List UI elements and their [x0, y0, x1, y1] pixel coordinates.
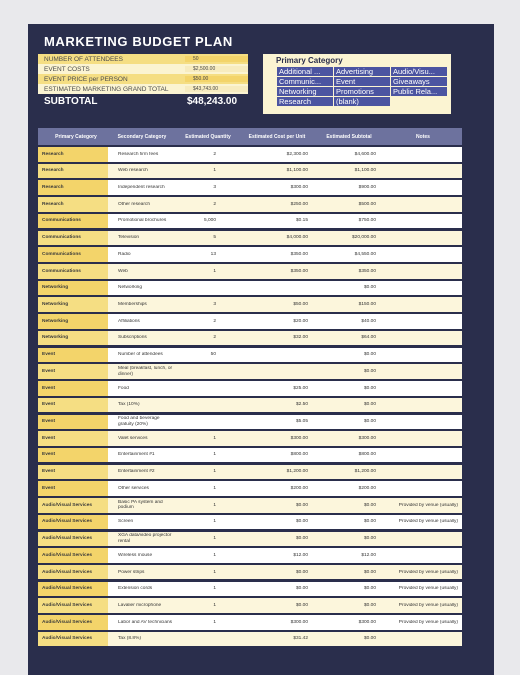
- cell-subtotal[interactable]: $1,200.00: [354, 469, 376, 475]
- cell-subtotal[interactable]: $0.00: [363, 385, 376, 391]
- cell-subtotal[interactable]: $0.00: [363, 586, 376, 592]
- cell-subtotal[interactable]: $1,100.00: [354, 168, 376, 174]
- column-header[interactable]: Secondary Category: [117, 133, 167, 140]
- cell-cost-per-unit[interactable]: $12.00: [293, 552, 308, 558]
- cell-primary-category[interactable]: Event: [38, 415, 108, 430]
- page-title: MARKETING BUDGET PLAN: [44, 34, 233, 49]
- summary-value[interactable]: $2,500.00: [185, 66, 248, 72]
- cell-subtotal[interactable]: $750.00: [358, 218, 376, 224]
- cell-primary-category[interactable]: Audio/Visual Services: [38, 615, 108, 630]
- cell-quantity[interactable]: 3: [213, 302, 216, 308]
- cell-notes[interactable]: Provided by venue (usually): [398, 519, 458, 525]
- table-row: [38, 164, 462, 179]
- cell-secondary-category[interactable]: Number of attendees: [118, 352, 163, 358]
- subtotal-row: [38, 94, 248, 108]
- cell-quantity[interactable]: 5: [213, 235, 216, 241]
- cell-secondary-category[interactable]: Labor and AV technicians: [118, 619, 173, 625]
- cell-cost-per-unit[interactable]: $20.00: [293, 318, 308, 324]
- cell-quantity[interactable]: 5,000: [203, 218, 216, 224]
- slicer-items: [277, 67, 447, 106]
- cell-secondary-category[interactable]: Networking: [118, 285, 142, 291]
- cell-subtotal[interactable]: $0.00: [363, 569, 376, 575]
- cell-quantity[interactable]: 2: [213, 151, 216, 157]
- table-row: [38, 297, 462, 312]
- cell-primary-category[interactable]: Networking: [38, 297, 108, 312]
- cell-quantity[interactable]: 2: [213, 335, 216, 341]
- cell-notes[interactable]: Provided by venue (usually): [398, 586, 458, 592]
- subtotal-label: SUBTOTAL: [44, 95, 98, 107]
- table-row: [38, 231, 462, 246]
- cell-primary-category[interactable]: Research: [38, 164, 108, 179]
- category-filter-chip[interactable]: Promotions: [334, 87, 390, 96]
- summary-value[interactable]: $43,743.00: [185, 86, 248, 92]
- table-row: [38, 615, 462, 630]
- cell-subtotal[interactable]: $0.00: [363, 368, 376, 374]
- cell-subtotal[interactable]: $0.00: [363, 519, 376, 525]
- table-row: [38, 632, 462, 647]
- column-header[interactable]: Estimated Cost per Unit: [248, 133, 306, 140]
- cell-notes[interactable]: Provided by venue (usually): [398, 602, 458, 608]
- summary-label: ESTIMATED MARKETING GRAND TOTAL: [44, 85, 169, 93]
- summary-value[interactable]: $50.00: [185, 76, 248, 82]
- cell-cost-per-unit[interactable]: $0.00: [295, 602, 308, 608]
- cell-cost-per-unit[interactable]: $350.00: [290, 268, 308, 274]
- cell-cost-per-unit[interactable]: $1,100.00: [286, 168, 308, 174]
- slicer-heading: Primary Category: [276, 56, 343, 65]
- cell-quantity[interactable]: 1: [213, 469, 216, 475]
- cell-secondary-category[interactable]: Screen: [118, 519, 134, 525]
- cell-secondary-category[interactable]: XGA data/video projector rental: [118, 533, 172, 544]
- cell-cost-per-unit[interactable]: $0.00: [295, 569, 308, 575]
- cell-quantity[interactable]: 13: [210, 251, 216, 257]
- cell-quantity[interactable]: 1: [213, 485, 216, 491]
- cell-primary-category[interactable]: Networking: [38, 314, 108, 329]
- cell-subtotal[interactable]: $200.00: [358, 485, 376, 491]
- cell-cost-per-unit[interactable]: $5.05: [295, 419, 308, 425]
- cell-quantity[interactable]: 1: [213, 502, 216, 508]
- category-filter-chip[interactable]: Event: [334, 77, 390, 86]
- summary-box: [38, 54, 248, 114]
- summary-row: [38, 74, 248, 84]
- cell-primary-category[interactable]: Event: [38, 381, 108, 396]
- cell-quantity[interactable]: 2: [213, 318, 216, 324]
- category-filter-chip[interactable]: Advertising: [334, 67, 390, 76]
- cell-subtotal[interactable]: $0.00: [363, 502, 376, 508]
- cell-cost-per-unit[interactable]: $1,200.00: [286, 469, 308, 475]
- summary-label: EVENT COSTS: [44, 65, 90, 73]
- cell-subtotal[interactable]: $350.00: [358, 268, 376, 274]
- cell-subtotal[interactable]: $0.00: [363, 636, 376, 642]
- cell-subtotal[interactable]: $300.00: [358, 619, 376, 625]
- cell-quantity[interactable]: 50: [210, 352, 216, 358]
- table-row: [38, 247, 462, 262]
- cell-primary-category[interactable]: Audio/Visual Services: [38, 548, 108, 563]
- cell-secondary-category[interactable]: Food and beverage gratuity (20%): [118, 416, 160, 427]
- cell-secondary-category[interactable]: Radio: [118, 251, 131, 257]
- cell-subtotal[interactable]: $800.00: [358, 452, 376, 458]
- cell-quantity[interactable]: 1: [213, 569, 216, 575]
- table-row: [38, 197, 462, 212]
- budget-table: [38, 128, 462, 649]
- subtotal-value: $48,243.00: [187, 95, 238, 107]
- table-row: [38, 448, 462, 463]
- cell-quantity[interactable]: 1: [213, 552, 216, 558]
- table-row: [38, 532, 462, 547]
- cell-cost-per-unit[interactable]: $2.50: [295, 402, 308, 408]
- cell-subtotal[interactable]: $150.00: [358, 302, 376, 308]
- cell-primary-category[interactable]: Audio/Visual Services: [38, 498, 108, 513]
- table-row: [38, 381, 462, 396]
- cell-secondary-category[interactable]: Power strips: [118, 569, 145, 575]
- cell-cost-per-unit[interactable]: $200.00: [290, 485, 308, 491]
- table-row: [38, 180, 462, 195]
- cell-quantity[interactable]: 1: [213, 519, 216, 525]
- cell-subtotal[interactable]: $900.00: [358, 184, 376, 190]
- cell-cost-per-unit[interactable]: $250.00: [290, 201, 308, 207]
- cell-subtotal[interactable]: $40.00: [361, 318, 376, 324]
- cell-cost-per-unit[interactable]: $0.00: [295, 586, 308, 592]
- cell-secondary-category[interactable]: Extension cords: [118, 586, 153, 592]
- cell-primary-category[interactable]: Audio/Visual Services: [38, 565, 108, 580]
- cell-secondary-category[interactable]: Entertainment #2: [118, 469, 155, 475]
- cell-primary-category[interactable]: Audio/Visual Services: [38, 632, 108, 647]
- cell-cost-per-unit[interactable]: $300.00: [290, 435, 308, 441]
- cell-cost-per-unit[interactable]: $4,000.00: [286, 235, 308, 241]
- cell-subtotal[interactable]: $4,550.00: [354, 251, 376, 257]
- cell-secondary-category[interactable]: Entertainment #1: [118, 452, 155, 458]
- cell-quantity[interactable]: 1: [213, 452, 216, 458]
- table-row: [38, 548, 462, 563]
- cell-notes[interactable]: Provided by venue (usually): [398, 619, 458, 625]
- cell-cost-per-unit[interactable]: $0.00: [295, 519, 308, 525]
- cell-subtotal[interactable]: $0.00: [363, 536, 376, 542]
- cell-secondary-category[interactable]: Wireless mouse: [118, 552, 153, 558]
- cell-subtotal[interactable]: $12.00: [361, 552, 376, 558]
- summary-label: EVENT PRICE per PERSON: [44, 75, 128, 83]
- category-filter-chip[interactable]: Public Rela...: [391, 87, 447, 96]
- table-row: [38, 598, 462, 613]
- table-row: [38, 431, 462, 446]
- cell-cost-per-unit[interactable]: $50.00: [293, 302, 308, 308]
- cell-quantity[interactable]: 1: [213, 268, 216, 274]
- cell-primary-category[interactable]: Event: [38, 348, 108, 363]
- table-row: [38, 465, 462, 480]
- cell-cost-per-unit[interactable]: $350.00: [290, 251, 308, 257]
- cell-subtotal[interactable]: $0.00: [363, 419, 376, 425]
- table-row: [38, 348, 462, 363]
- cell-cost-per-unit[interactable]: $0.15: [295, 218, 308, 224]
- cell-secondary-category[interactable]: Television: [118, 235, 140, 241]
- cell-cost-per-unit[interactable]: $0.00: [295, 536, 308, 542]
- cell-cost-per-unit[interactable]: $0.00: [295, 502, 308, 508]
- cell-primary-category[interactable]: Audio/Visual Services: [38, 515, 108, 530]
- category-filter-chip[interactable]: Additional ...: [277, 67, 333, 76]
- cell-secondary-category[interactable]: Valet services: [118, 435, 148, 441]
- category-filter-chip[interactable]: Giveaways: [391, 77, 447, 86]
- cell-subtotal[interactable]: $0.00: [363, 285, 376, 291]
- cell-cost-per-unit[interactable]: $32.00: [293, 335, 308, 341]
- cell-secondary-category[interactable]: Other research: [118, 201, 150, 207]
- summary-value[interactable]: 50: [185, 56, 248, 62]
- summary-row: [38, 54, 248, 64]
- cell-primary-category[interactable]: Audio/Visual Services: [38, 532, 108, 547]
- cell-primary-category[interactable]: Event: [38, 465, 108, 480]
- table-row: [38, 364, 462, 379]
- cell-primary-category[interactable]: Networking: [38, 331, 108, 346]
- cell-secondary-category[interactable]: Lavalier microphone: [118, 602, 162, 608]
- category-filter-chip[interactable]: Research: [277, 97, 333, 106]
- cell-secondary-category[interactable]: Affiliations: [118, 318, 140, 324]
- cell-secondary-category[interactable]: Tax (10%): [118, 402, 140, 408]
- cell-primary-category[interactable]: Networking: [38, 281, 108, 296]
- cell-primary-category[interactable]: Communications: [38, 247, 108, 262]
- category-filter-chip[interactable]: (blank): [334, 97, 390, 106]
- summary-row: [38, 64, 248, 74]
- table-row: [38, 281, 462, 296]
- cell-cost-per-unit[interactable]: $31.42: [293, 636, 308, 642]
- cell-primary-category[interactable]: Research: [38, 180, 108, 195]
- summary-row: [38, 84, 248, 94]
- table-header: [38, 128, 462, 145]
- cell-primary-category[interactable]: Research: [38, 147, 108, 162]
- cell-primary-category[interactable]: Communications: [38, 214, 108, 229]
- cell-primary-category[interactable]: Event: [38, 431, 108, 446]
- cell-secondary-category[interactable]: Promotional brochures: [118, 218, 167, 224]
- table-row: [38, 147, 462, 162]
- cell-primary-category[interactable]: Research: [38, 197, 108, 212]
- cell-notes[interactable]: Provided by venue (usually): [398, 502, 458, 508]
- primary-category-slicer: [263, 54, 451, 114]
- table-row: [38, 214, 462, 229]
- cell-quantity[interactable]: 1: [213, 435, 216, 441]
- category-filter-chip[interactable]: Communic...: [277, 77, 333, 86]
- cell-quantity[interactable]: 1: [213, 536, 216, 542]
- cell-subtotal[interactable]: $0.00: [363, 352, 376, 358]
- table-row: [38, 314, 462, 329]
- cell-secondary-category[interactable]: Web: [118, 268, 128, 274]
- cell-quantity[interactable]: 1: [213, 602, 216, 608]
- cell-cost-per-unit[interactable]: $300.00: [290, 619, 308, 625]
- cell-secondary-category[interactable]: Subscriptions: [118, 335, 147, 341]
- table-row: [38, 582, 462, 597]
- table-row: [38, 331, 462, 346]
- cell-primary-category[interactable]: Event: [38, 481, 108, 496]
- cell-notes[interactable]: Provided by venue (usually): [398, 569, 458, 575]
- cell-subtotal[interactable]: $0.00: [363, 402, 376, 408]
- table-row: [38, 415, 462, 430]
- cell-quantity[interactable]: 2: [213, 201, 216, 207]
- cell-secondary-category[interactable]: Independent research: [118, 184, 165, 190]
- column-header[interactable]: Estimated Subtotal: [326, 133, 372, 140]
- table-row: [38, 481, 462, 496]
- cell-subtotal[interactable]: $500.00: [358, 201, 376, 207]
- cell-subtotal[interactable]: $4,600.00: [354, 151, 376, 157]
- column-header[interactable]: Notes: [416, 133, 430, 140]
- cell-subtotal[interactable]: $300.00: [358, 435, 376, 441]
- cell-secondary-category[interactable]: Basic PA system and podium: [118, 499, 163, 511]
- cell-subtotal[interactable]: $20,000.00: [351, 235, 376, 241]
- cell-secondary-category[interactable]: Web research: [118, 168, 148, 174]
- category-filter-chip[interactable]: Audio/Visu...: [391, 67, 447, 76]
- column-header[interactable]: Primary Category: [55, 133, 97, 140]
- cell-primary-category[interactable]: Communications: [38, 231, 108, 246]
- cell-subtotal[interactable]: $0.00: [363, 602, 376, 608]
- cell-quantity[interactable]: 1: [213, 619, 216, 625]
- cell-quantity[interactable]: 1: [213, 168, 216, 174]
- table-row: [38, 565, 462, 580]
- cell-primary-category[interactable]: Communications: [38, 264, 108, 279]
- column-header[interactable]: Estimated Quantity: [185, 133, 231, 140]
- cell-primary-category[interactable]: Event: [38, 398, 108, 413]
- cell-secondary-category[interactable]: Tax (8.8%): [118, 636, 141, 642]
- table-row: [38, 264, 462, 279]
- category-filter-chip[interactable]: Networking: [277, 87, 333, 96]
- table-row: [38, 398, 462, 413]
- table-body: [38, 147, 462, 646]
- cell-cost-per-unit[interactable]: $300.00: [290, 184, 308, 190]
- cell-primary-category[interactable]: Audio/Visual Services: [38, 598, 108, 613]
- cell-secondary-category[interactable]: Food: [118, 385, 129, 391]
- summary-label: NUMBER OF ATTENDEES: [44, 55, 123, 63]
- cell-primary-category[interactable]: Event: [38, 364, 108, 379]
- table-row: [38, 515, 462, 530]
- cell-primary-category[interactable]: Event: [38, 448, 108, 463]
- cell-quantity[interactable]: 3: [213, 184, 216, 190]
- cell-secondary-category[interactable]: Research firm fees: [118, 151, 159, 157]
- cell-cost-per-unit[interactable]: $25.00: [293, 385, 308, 391]
- cell-cost-per-unit[interactable]: $2,300.00: [286, 151, 308, 157]
- table-row: [38, 498, 462, 513]
- cell-secondary-category[interactable]: Meal (breakfast, lunch, or dinner): [118, 366, 173, 377]
- cell-secondary-category[interactable]: Other services: [118, 485, 149, 491]
- cell-subtotal[interactable]: $64.00: [361, 335, 376, 341]
- cell-cost-per-unit[interactable]: $800.00: [290, 452, 308, 458]
- cell-primary-category[interactable]: Audio/Visual Services: [38, 582, 108, 597]
- cell-quantity[interactable]: 1: [213, 586, 216, 592]
- cell-secondary-category[interactable]: Memberships: [118, 302, 147, 308]
